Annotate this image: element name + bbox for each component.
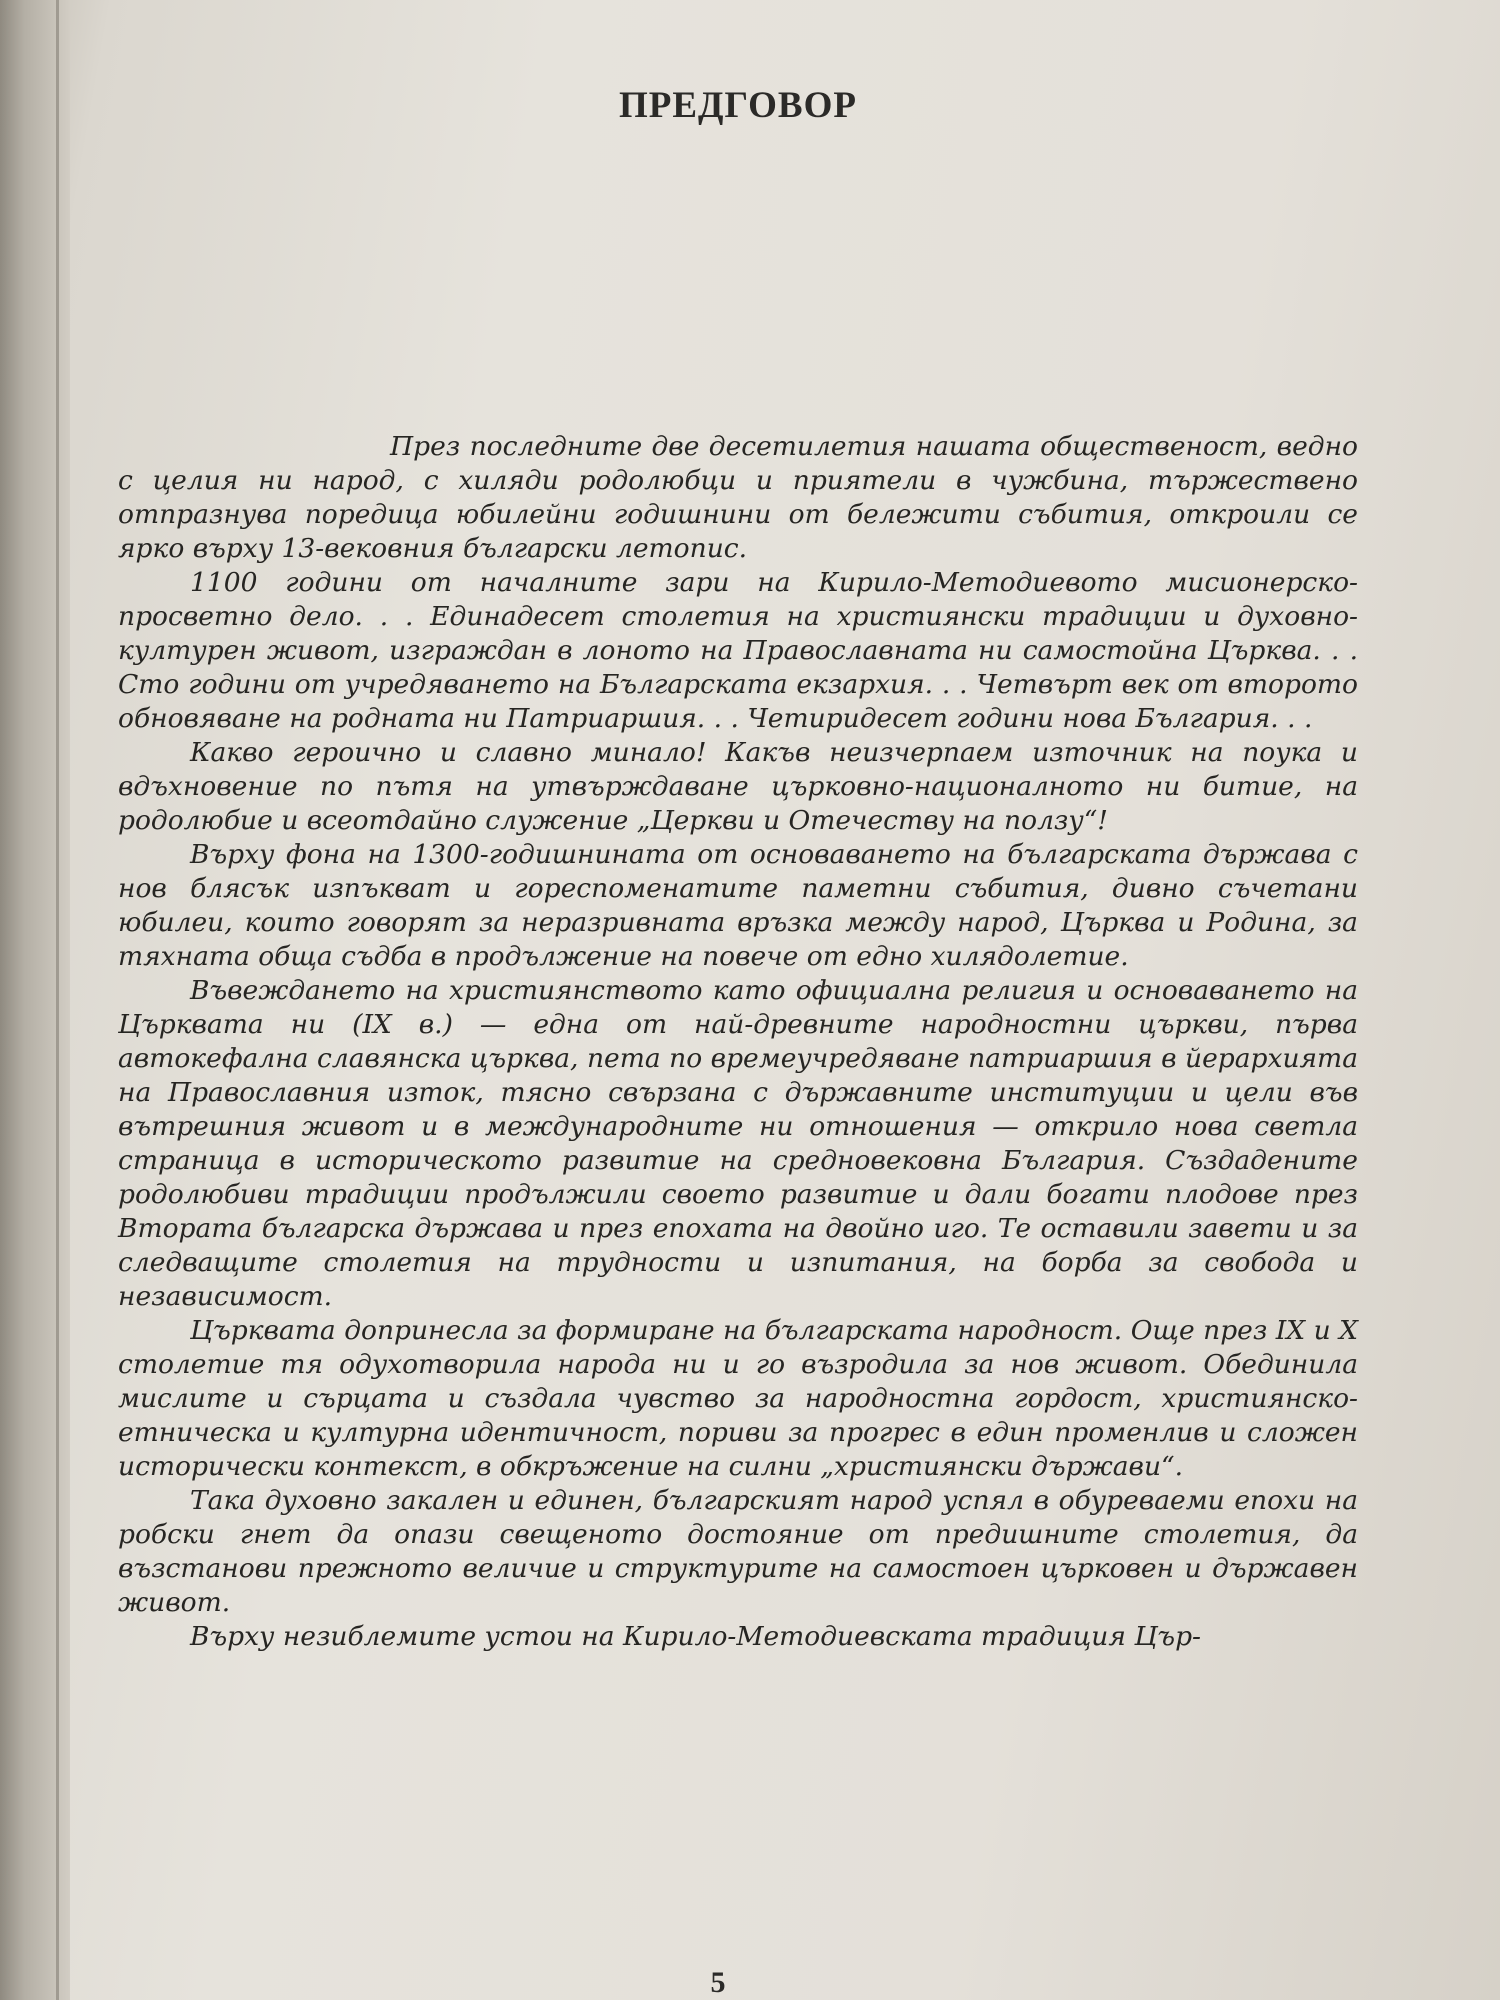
paragraph: Върху фона на 1300-годишнината от основаването на българската държава с нов блясък изпъкват и гореспоменатите паметни събития, дивно съчетани юбилеи, които говорят за неразривната връзка между народ, Църква и Родина, за тяхната обща съдба в продължение на повече от едно хилядолетие. (118, 839, 1358, 972)
preface-body (118, 430, 1358, 1654)
book-gutter-shadow (0, 0, 70, 2000)
paragraph: 1100 години от началните зари на Кирило-Методиевото мисионерско-просветно дело. . . Единадесет столетия на християнски традиции и духовно-културен живот, изграждан в лоното на Православната ни самостойна Църква. . . Сто години от учредяването на Българската екзархия. . . Четвърт век от второто обновяване на родната ни Патриаршия. . . Четиридесет години нова България. . . (118, 567, 1358, 734)
paragraph: Какво героично и славно минало! Какъв неизчерпаем източник на поука и вдъхновение по пътя на утвърждаване църковно-националното ни битие, на родолюбие и всеотдайно служение „Церкви и Отечеству на ползу“! (118, 737, 1358, 836)
page-heading: ПРЕДГОВОР (619, 85, 857, 126)
paragraph: Църквата допринесла за формиране на българската народност. Още през IX и X столетие тя одухотворила народа ни и го възродила за нов живот. Обединила мислите и сърцата и създала чувство за народностна гордост, християнско-етническа и културна идентичност, пориви за прогрес в един променлив и сложен исторически контекст, в обкръжение на силни „християнски държави“. (118, 1315, 1358, 1482)
book-spine-edge (56, 0, 59, 2000)
book-page (118, 70, 1358, 1999)
paragraph: Така духовно закален и единен, българският народ успял в обуреваеми епохи на робски гнет да опази свещеното достояние от предишните столетия, да възстанови прежното величие и структурите на самостоен църковен и държавен живот. (118, 1485, 1358, 1618)
page-number: 5 (710, 1966, 726, 1999)
paragraph: През последните две десетилетия нашата общественост, ведно с целия ни народ, с хиляди родолюбци и приятели в чужбина, тържествено отпразнува поредица юбилейни годишнини от бележити събития, откроили се ярко върху 13-вековния български летопис. (118, 431, 1358, 564)
paragraph: Въвеждането на християнството като официална религия и основаването на Църквата ни (IX в.) — една от най-древните народностни църкви, първа автокефална славянска църква, пета по времеучредяване патриаршия в йерархията на Православния изток, тясно свързана с държавните институции и цели във вътрешния живот и в международните ни отношения — открило нова светла страница в историческото развитие на средновековна България. Създадените родолюбиви традиции продължили своето развитие и дали богати плодове през Втората българска държава и през епохата на двойно иго. Те оставили завети и за следващите столетия на трудности и изпитания, на борба за свобода и независимост. (118, 975, 1358, 1312)
paragraph: Върху незиблемите устои на Кирило-Методиевската традиция Цър- (190, 1621, 1202, 1652)
